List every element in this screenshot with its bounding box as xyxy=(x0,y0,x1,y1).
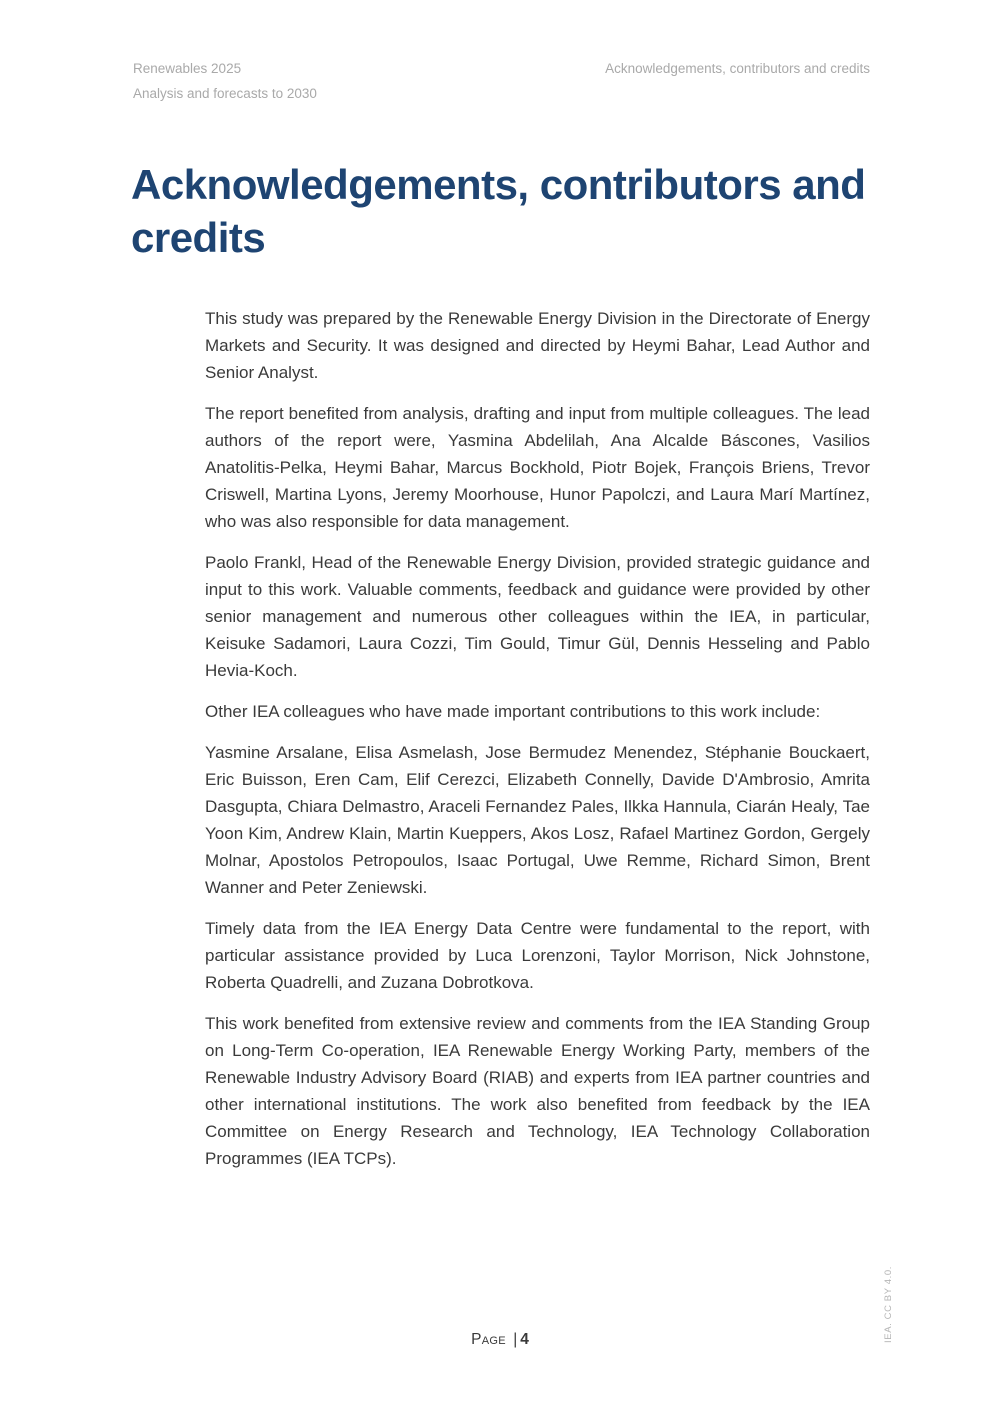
header-report-subtitle: Analysis and forecasts to 2030 xyxy=(133,86,317,101)
page-header xyxy=(133,56,870,106)
footer-divider: | xyxy=(513,1331,518,1348)
paragraph-review-comments: This work benefited from extensive review and comments from the IEA Standing Group on Long-Term Co-operation, IEA Renewable Energy Working Party, members of the Renewable Industry Advisory Board (RIAB) and experts from IEA partner countries and other international institutions. The work also benefited from feedback by the IEA Committee on Energy Research and Technology, IEA Technology Collaboration Programmes (IEA TCPs). xyxy=(205,1014,870,1168)
body-content xyxy=(205,305,870,1186)
paragraph-contributors-list: Yasmine Arsalane, Elisa Asmelash, Jose Bermudez Menendez, Stéphanie Bouckaert, Eric Buisson, Eren Cam, Elif Cerezci, Elizabeth Connelly, Davide D'Ambrosio, Amrita Dasgupta, Chiara Delmastro, Araceli Fernandez Pales, Ilkka Hannula, Ciarán Healy, Tae Yoon Kim, Andrew Klain, Martin Kueppers, Akos Losz, Rafael Martinez Gordon, Gergely Molnar, Apostolos Petropoulos, Isaac Portugal, Uwe Remme, Richard Simon, Brent Wanner and Peter Zeniewski. xyxy=(205,743,870,897)
header-chapter-name: Acknowledgements, contributors and credits xyxy=(605,61,870,76)
paragraph-other-colleagues-intro: Other IEA colleagues who have made important contributions to this work include: xyxy=(205,702,821,721)
header-report-name: Renewables 2025 xyxy=(133,61,242,76)
paragraph-data-centre: Timely data from the IEA Energy Data Centre were fundamental to the report, with particular assistance provided by Luca Lorenzoni, Taylor Morrison, Nick Johnstone, Roberta Quadrelli, and Zuzana Dobrotkova. xyxy=(205,919,870,992)
paragraph-lead-authors: The report benefited from analysis, drafting and input from multiple colleagues. The lead authors of the report were, Yasmina Abdelilah, Ana Alcalde Báscones, Vasilios Anatolitis-Pelka, Heymi Bahar, Marcus Bockhold, Piotr Bojek, François Briens, Trevor Criswell, Martina Lyons, Jeremy Moorhouse, Hunor Papolczi, and Laura Marí Martínez, who was also responsible for data management. xyxy=(205,404,870,531)
footer-page-number: 4 xyxy=(520,1331,529,1348)
header-report-title xyxy=(133,56,317,106)
page-footer xyxy=(0,1331,1000,1349)
paragraph-strategic-guidance: Paolo Frankl, Head of the Renewable Energy Division, provided strategic guidance and input to this work. Valuable comments, feedback and guidance were provided by other senior management and numerous other colleagues within the IEA, in particular, Keisuke Sadamori, Laura Cozzi, Tim Gould, Timur Gül, Dennis Hesseling and Pablo Hevia-Koch. xyxy=(205,553,870,680)
footer-page-word: Page xyxy=(471,1331,506,1348)
page-title: Acknowledgements, contributors and credits xyxy=(131,161,866,262)
paragraph-study-prepared: This study was prepared by the Renewable Energy Division in the Directorate of Energy Markets and Security. It was designed and directed by Heymi Bahar, Lead Author and Senior Analyst. xyxy=(205,309,870,382)
license-side-note: IEA. CC BY 4.0. xyxy=(883,1266,894,1343)
